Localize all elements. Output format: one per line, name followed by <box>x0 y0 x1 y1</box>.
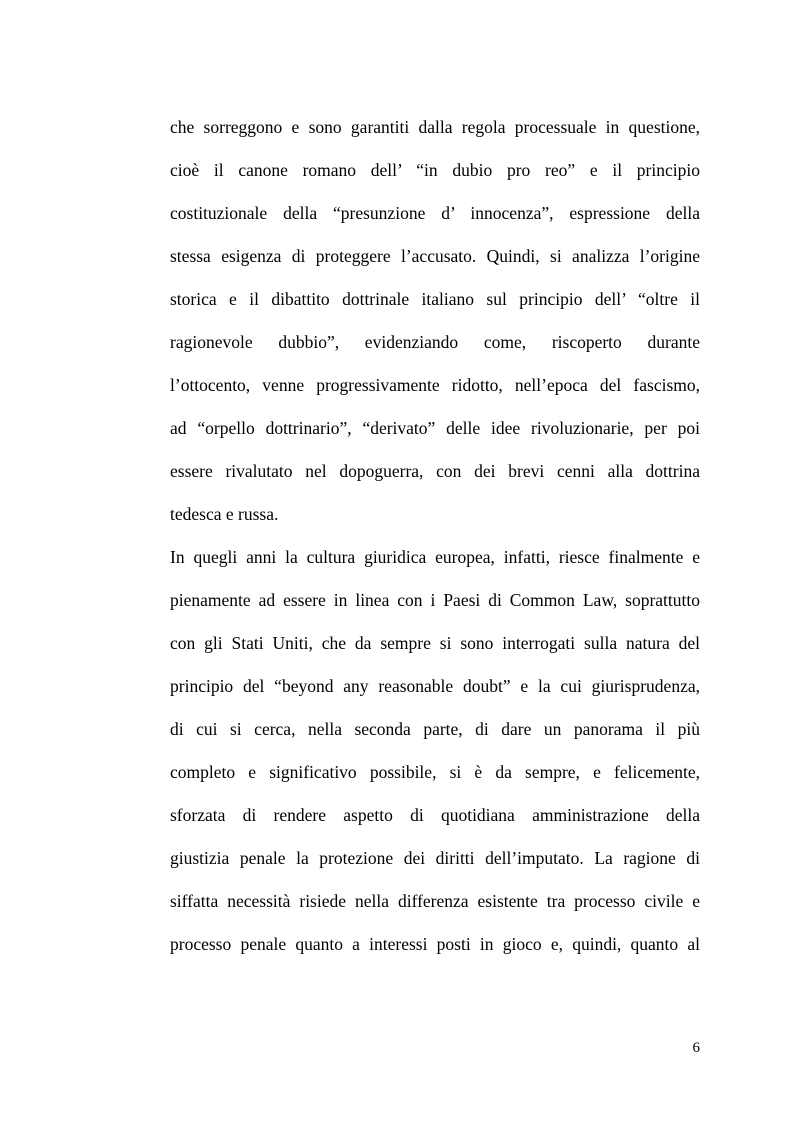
text-line: cioè il canone romano dell’ “in dubio pro reo” e il principio <box>170 160 700 180</box>
text-line: In quegli anni la cultura giuridica europea, infatti, riesce finalmente e <box>170 547 700 567</box>
text-line: tedesca e russa. <box>170 504 279 524</box>
text-line: sforzata di rendere aspetto di quotidiana amministrazione della <box>170 805 700 825</box>
body-text <box>170 112 700 972</box>
text-line: stessa esigenza di proteggere l’accusato. Quindi, si analizza l’origine <box>170 246 700 266</box>
text-line: ad “orpello dottrinario”, “derivato” delle idee rivoluzionarie, per poi <box>170 418 700 438</box>
text-line: ragionevole dubbio”, evidenziando come, riscoperto durante <box>170 332 700 352</box>
text-line: pienamente ad essere in linea con i Paesi di Common Law, soprattutto <box>170 590 700 610</box>
text-line: che sorreggono e sono garantiti dalla regola processuale in questione, <box>170 117 700 137</box>
text-line: completo e significativo possibile, si è da sempre, e felicemente, <box>170 762 700 782</box>
text-line: essere rivalutato nel dopoguerra, con dei brevi cenni alla dottrina <box>170 461 700 481</box>
text-line: costituzionale della “presunzione d’ innocenza”, espressione della <box>170 203 700 223</box>
text-line: storica e il dibattito dottrinale italiano sul principio dell’ “oltre il <box>170 289 700 309</box>
page-number: 6 <box>692 1040 700 1056</box>
text-line: giustizia penale la protezione dei diritti dell’imputato. La ragione di <box>170 848 700 868</box>
text-line: siffatta necessità risiede nella differenza esistente tra processo civile e <box>170 891 700 911</box>
text-line: l’ottocento, venne progressivamente ridotto, nell’epoca del fascismo, <box>170 375 700 395</box>
text-line: principio del “beyond any reasonable doubt” e la cui giurisprudenza, <box>170 676 700 696</box>
text-line: di cui si cerca, nella seconda parte, di dare un panorama il più <box>170 719 700 739</box>
text-line: con gli Stati Uniti, che da sempre si sono interrogati sulla natura del <box>170 633 700 653</box>
text-line: processo penale quanto a interessi posti in gioco e, quindi, quanto al <box>170 934 700 954</box>
